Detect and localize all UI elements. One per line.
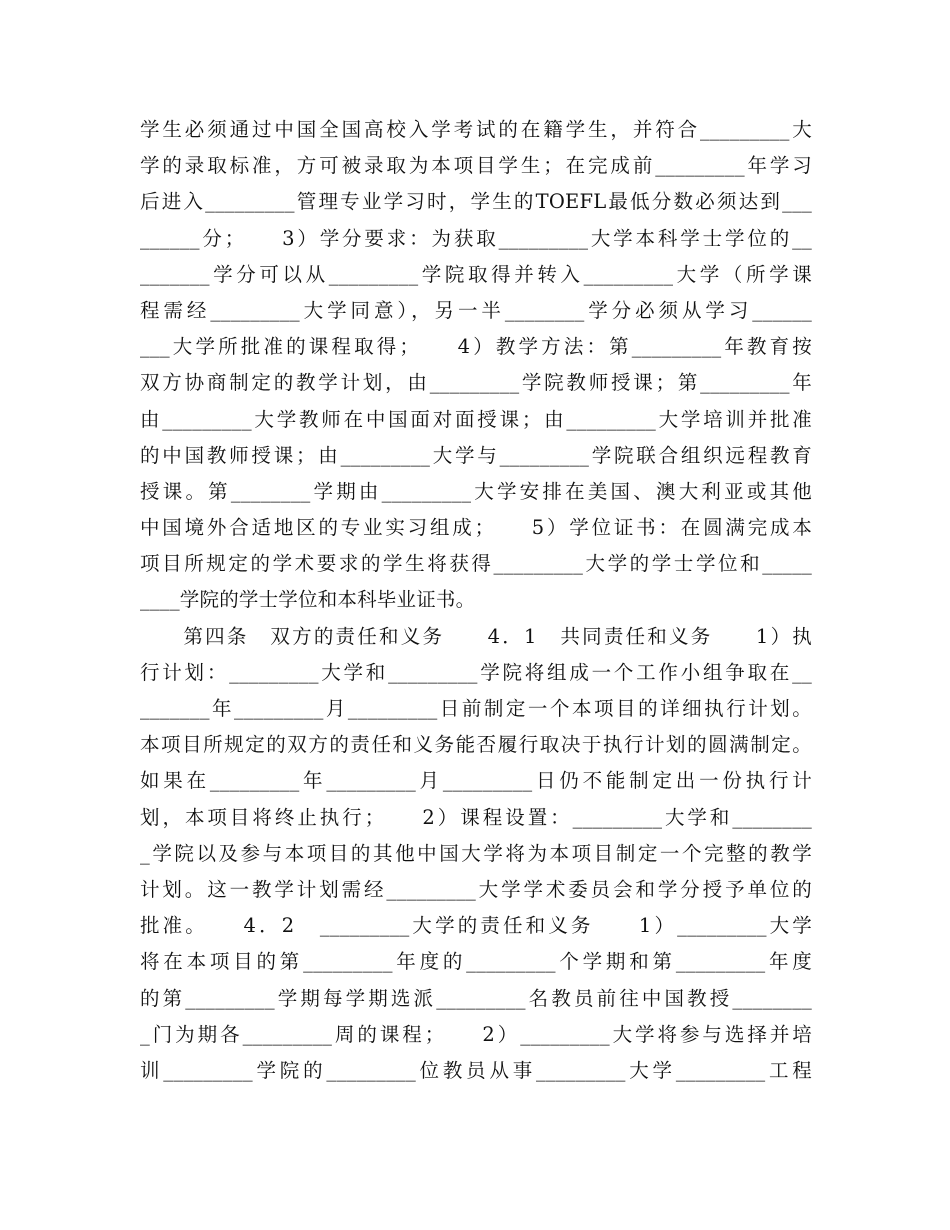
document-page: [140, 112, 812, 1089]
text-line: 如果在_________年_________月_________日仍不能制定出一份执行计: [140, 769, 812, 793]
text-line: 批准。 4．2 _________大学的责任和义务 1）_________大学: [140, 914, 812, 938]
text-line: ____学院的学士学位和本科毕业证书。: [140, 588, 476, 612]
paragraph-article-four-responsibilities: [140, 619, 812, 1089]
text-line: 划，本项目将终止执行； 2）课程设置：_________大学和________: [140, 805, 812, 829]
text-line: 中国境外合适地区的专业实习组成； 5）学位证书：在圆满完成本: [140, 516, 812, 540]
paragraph-admission-credit-teaching: [140, 112, 812, 619]
text-line: ___大学所批准的课程取得； 4）教学方法：第_________年教育按: [140, 335, 812, 359]
text-line: _门为期各_________周的课程； 2）_________大学将参与选择并培: [140, 1022, 812, 1046]
text-line: 计划。这一教学计划需经_________大学学术委员会和学分授予单位的: [140, 877, 812, 901]
text-line: 行计划：_________大学和_________学院将组成一个工作小组争取在__: [140, 660, 812, 684]
text-line: 的第_________学期每学期选派_________名教员前往中国教授________: [140, 986, 812, 1010]
text-line: 训_________学院的_________位教员从事_________大学_________工程: [140, 1058, 812, 1082]
text-line: 由_________大学教师在中国面对面授课；由_________大学培训并批准: [140, 407, 812, 431]
text-line: 学的录取标准，方可被录取为本项目学生；在完成前_________年学习: [140, 154, 812, 178]
text-line: 将在本项目的第_________年度的_________个学期和第_________年度: [140, 950, 812, 974]
text-line: 本项目所规定的双方的责任和义务能否履行取决于执行计划的圆满制定。: [140, 733, 812, 757]
text-line: 后进入_________管理专业学习时，学生的TOEFL最低分数必须达到___: [140, 190, 812, 214]
text-line: 学生必须通过中国全国高校入学考试的在籍学生，并符合_________大: [140, 118, 812, 141]
text-line: _学院以及参与本项目的其他中国大学将为本项目制定一个完整的教学: [140, 841, 812, 865]
text-line: _______年_________月_________日前制定一个本项目的详细执行计划。: [140, 697, 812, 720]
text-line: 第四条 双方的责任和义务 4．1 共同责任和义务 1）执: [140, 624, 812, 648]
text-line: 授课。第________学期由_________大学安排在美国、澳大利亚或其他: [140, 479, 812, 503]
text-line: ______分； 3）学分要求：为获取_________大学本科学士学位的__: [140, 226, 812, 250]
text-line: 项目所规定的学术要求的学生将获得_________大学的学士学位和_____: [140, 552, 812, 576]
text-line: _______学分可以从_________学院取得并转入_________大学（所学课: [140, 262, 812, 286]
text-line: 双方协商制定的教学计划，由_________学院教师授课；第_________年: [140, 371, 812, 395]
text-line: 的中国教师授课；由_________大学与_________学院联合组织远程教育: [140, 443, 812, 467]
text-line: 程需经_________大学同意），另一半________学分必须从学习______: [140, 298, 812, 322]
